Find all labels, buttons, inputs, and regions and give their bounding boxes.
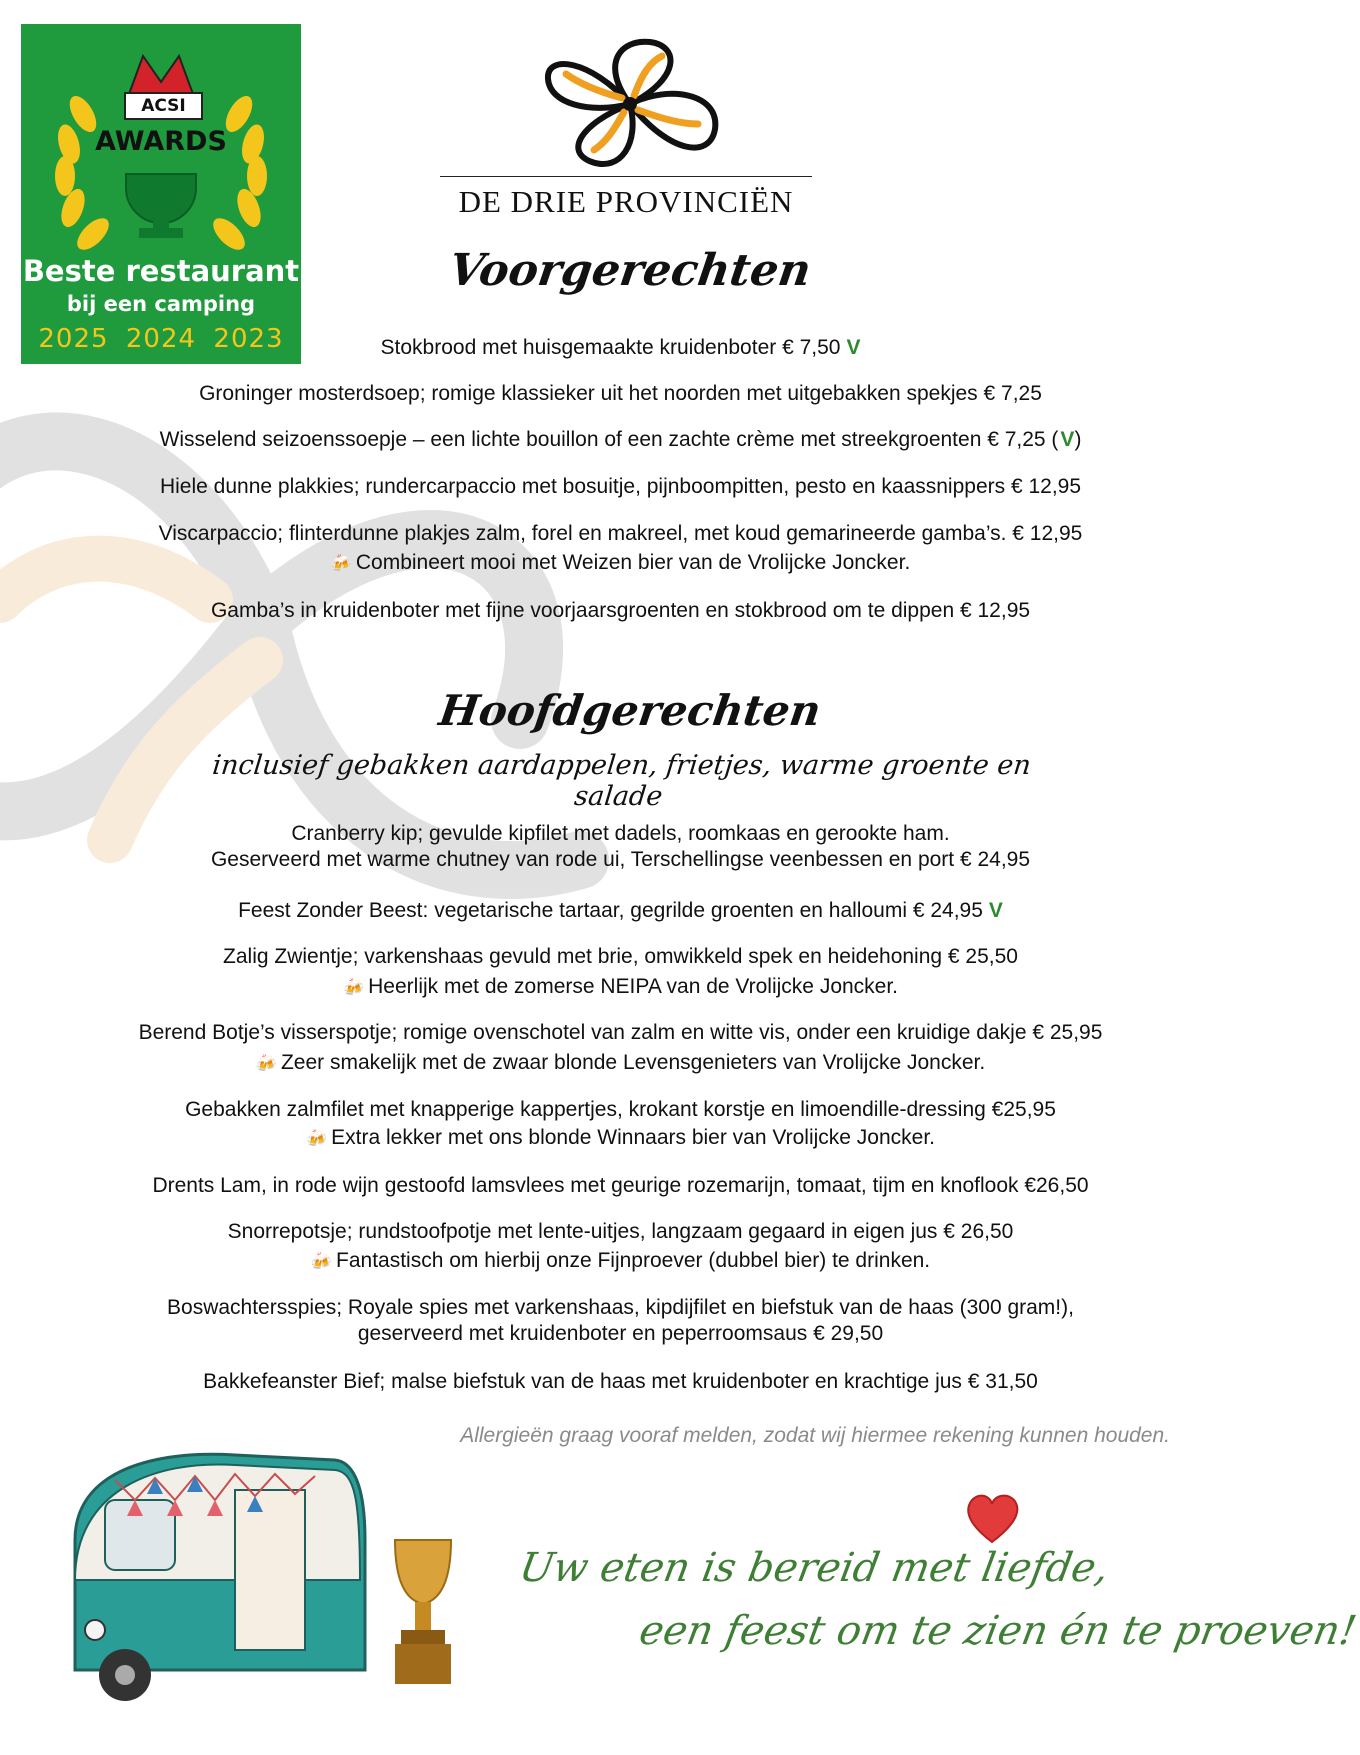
hoofdgerechten-subtitle: inclusief gebakken aardappelen, frietjes, warme groente en salade [210, 750, 1033, 812]
voorgerechten-heading: Voorgerechten [445, 245, 815, 296]
menu-item: Cranberry kip; gevulde kipfilet met dadels, roomkaas en gerookte ham. [291, 822, 950, 845]
logo-divider [440, 176, 812, 177]
restaurant-logo [440, 34, 820, 224]
menu-item: Viscarpaccio; flinterdunne plakjes zalm, forel en makreel, met koud gemarineerde gamba’s. € 12,95 [158, 522, 1083, 545]
allergy-note: Allergieën graag vooraf melden, zodat wij hiermee rekening kunnen houden. [460, 1424, 1170, 1447]
menu-item: Groninger mosterdsoep; romige klassieker uit het noorden met uitgebakken spekjes € 7,25 [199, 382, 1042, 405]
menu-item: Gamba’s in kruidenboter met fijne voorjaarsgroenten en stokbrood om te dippen € 12,95 [210, 599, 1031, 622]
awards-title: AWARDS [95, 126, 227, 157]
badge-year: 2025 [38, 324, 109, 354]
menu-item: Bakkefeanster Bief; malse biefstuk van de haas met kruidenboter en krachtige jus € 31,50 [203, 1370, 1038, 1393]
hoofdgerechten-heading: Hoofdgerechten [436, 686, 824, 735]
heart-icon [962, 1490, 1022, 1546]
beer-icon: 🍻 [342, 978, 365, 997]
menu-item: Hiele dunne plakkies; rundercarpaccio met bosuitje, pijnboompitten, pesto en kaassnippers € 12,95 [159, 475, 1082, 498]
vegetarian-icon: V [988, 899, 1003, 922]
beer-pairing: 🍻 Extra lekker met ons blonde Winnaars bier van Vrolijcke Joncker. [40, 1124, 1201, 1153]
menu-item: Wisselend seizoenssoepje – een lichte bouillon of een zachte crème met streekgroenten € 7,25 (V) [40, 426, 1201, 454]
restaurant-name: DE DRIE PROVINCIËN [458, 184, 794, 219]
closing-line-1: Uw eten is bereid met liefde, [515, 1545, 1113, 1591]
menu-item: Snorrepotsje; rundstoofpotje met lente-uitjes, langzaam gegaard in eigen jus € 26,50 [227, 1220, 1014, 1243]
beer-icon: 🍻 [255, 1054, 277, 1073]
menu-item: Zalig Zwientje; varkenshaas gevuld met brie, omwikkeld spek en heidehoning € 25,50 [223, 945, 1018, 968]
beer-pairing: 🍻 Zeer smakelijk met de zwaar blonde Levensgenieters van Vrolijcke Joncker. [40, 1049, 1201, 1078]
beer-pairing: 🍻 Fantastisch om hierbij onze Fijnproever (dubbel bier) te drinken. [40, 1247, 1201, 1276]
vegetarian-icon: V [1060, 428, 1075, 451]
beer-icon: 🍻 [306, 1129, 328, 1148]
badge-year: 2024 [125, 324, 197, 354]
closing-line-2: een feest om te zien én te proeven! [635, 1608, 1360, 1654]
beer-pairing: 🍻 Heerlijk met de zomerse NEIPA van de Vrolijcke Joncker. [40, 973, 1201, 1002]
badge-line-2: bij een camping [66, 292, 256, 316]
badge-year: 2023 [213, 324, 284, 354]
menu-item: Drents Lam, in rode wijn gestoofd lamsvlees met geurige rozemarijn, tomaat, tijm en knoflook €26,50 [152, 1174, 1089, 1197]
menu-item: Stokbrood met huisgemaakte kruidenboter € 7,50 V [40, 334, 1201, 362]
menu-item: Gebakken zalmfilet met knapperige kappertjes, krokant korstje en limoendille-dressing €25,95 [185, 1098, 1056, 1121]
beer-icon: 🍻 [310, 1252, 333, 1271]
menu-item-continued: geserveerd met kruidenboter en peperroomsaus € 29,50 [357, 1322, 884, 1345]
menu-item: Berend Botje’s visserspotje; romige ovenschotel van zalm en witte vis, onder een kruidige dakje € 25,95 [138, 1021, 1103, 1044]
acsi-logo: ACSI [124, 92, 203, 120]
beer-pairing: 🍻 Combineert mooi met Weizen bier van de Vrolijcke Joncker. [40, 549, 1201, 578]
vegetarian-icon: V [846, 336, 861, 359]
acsi-award-badge [21, 24, 301, 364]
menu-item: Feest Zonder Beest: vegetarische tartaar, gegrilde groenten en halloumi € 24,95 V [40, 897, 1201, 925]
menu-item-continued: Geserveerd met warme chutney van rode ui, Terschellingse veenbessen en port € 24,95 [210, 848, 1031, 871]
beer-icon: 🍻 [330, 554, 352, 573]
caravan-illustration [35, 1430, 475, 1720]
menu-item: Boswachtersspies; Royale spies met varkenshaas, kipdijfilet en biefstuk van de haas (300 gram!), [167, 1296, 1074, 1319]
flower-logo-icon [530, 34, 730, 174]
badge-line-1: Beste restaurant [22, 254, 300, 288]
